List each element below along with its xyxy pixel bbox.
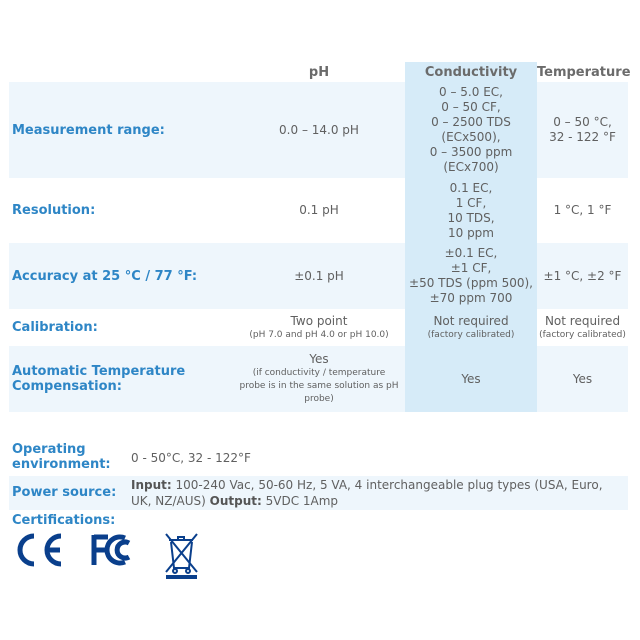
power-label: Power source: bbox=[12, 485, 117, 500]
certifications-label: Certifications: bbox=[12, 513, 116, 528]
temperature-note: (factory calibrated) bbox=[539, 329, 626, 340]
conductivity-cell: 0 – 5.0 EC, 0 – 50 CF, 0 – 2500 TDS (ECx500), 0 – 3500 ppm (ECx700) bbox=[405, 82, 537, 178]
operating-value: 0 - 50°C, 32 - 122°F bbox=[131, 451, 251, 465]
row-label: Calibration: bbox=[12, 320, 98, 335]
row-label: Measurement range: bbox=[9, 82, 233, 178]
ce-mark-icon bbox=[20, 536, 61, 564]
conductivity-cell: Not required (factory calibrated) bbox=[405, 309, 537, 346]
power-source-row bbox=[9, 476, 628, 510]
ph-cell: 0.0 – 14.0 pH bbox=[233, 82, 405, 178]
header-ph: pH bbox=[308, 64, 330, 80]
fcc-logo-icon bbox=[94, 535, 129, 565]
temperature-cell: Yes bbox=[537, 346, 628, 412]
ph-note: (pH 7.0 and pH 4.0 or pH 10.0) bbox=[249, 329, 389, 340]
spec-table bbox=[9, 62, 631, 412]
certification-logos bbox=[14, 532, 214, 580]
conductivity-note: (factory calibrated) bbox=[427, 329, 515, 340]
conductivity-cell: Yes bbox=[405, 346, 537, 412]
temperature-cell: 0 – 50 °C, 32 - 122 °F bbox=[537, 82, 628, 178]
operating-environment-row bbox=[9, 440, 628, 474]
header-conductivity: Conductivity bbox=[405, 62, 537, 82]
ph-cell: Two point (pH 7.0 and pH 4.0 or pH 10.0) bbox=[233, 309, 405, 346]
ph-cell: Yes (if conductivity / temperature probe is in the same solution as pH probe) bbox=[233, 346, 405, 412]
table-row bbox=[9, 309, 628, 346]
ph-cell: ±0.1 pH bbox=[233, 243, 405, 309]
table-header-row bbox=[9, 62, 628, 82]
weee-crossed-bin-icon bbox=[166, 534, 197, 579]
row-label: Automatic Temperature Compensation: bbox=[9, 346, 233, 412]
temperature-cell: 1 °C, 1 °F bbox=[553, 203, 612, 217]
header-temperature: Temperature bbox=[537, 64, 631, 80]
operating-label: Operating environment: bbox=[12, 442, 111, 472]
conductivity-cell: ±0.1 EC, ±1 CF, ±50 TDS (ppm 500), ±70 ppm 700 bbox=[405, 243, 537, 309]
table-row bbox=[9, 346, 628, 412]
power-value: Input: 100-240 Vac, 50-60 Hz, 5 VA, 4 interchangeable plug types (USA, Euro, UK, NZ/AUS) Output: 5VDC 1Amp bbox=[131, 478, 603, 508]
header-blank bbox=[9, 62, 233, 82]
table-row bbox=[9, 178, 628, 243]
ph-cell: 0.1 pH bbox=[299, 203, 339, 217]
certifications-row bbox=[9, 512, 628, 532]
temperature-cell: Not required (factory calibrated) bbox=[537, 309, 628, 346]
row-label: Resolution: bbox=[12, 203, 96, 218]
table-row bbox=[9, 82, 628, 178]
temperature-cell: ±1 °C, ±2 °F bbox=[537, 243, 628, 309]
conductivity-cell: 0.1 EC, 1 CF, 10 TDS, 10 ppm bbox=[405, 178, 537, 243]
row-label: Accuracy at 25 °C / 77 °F: bbox=[9, 243, 233, 309]
table-row bbox=[9, 243, 628, 309]
